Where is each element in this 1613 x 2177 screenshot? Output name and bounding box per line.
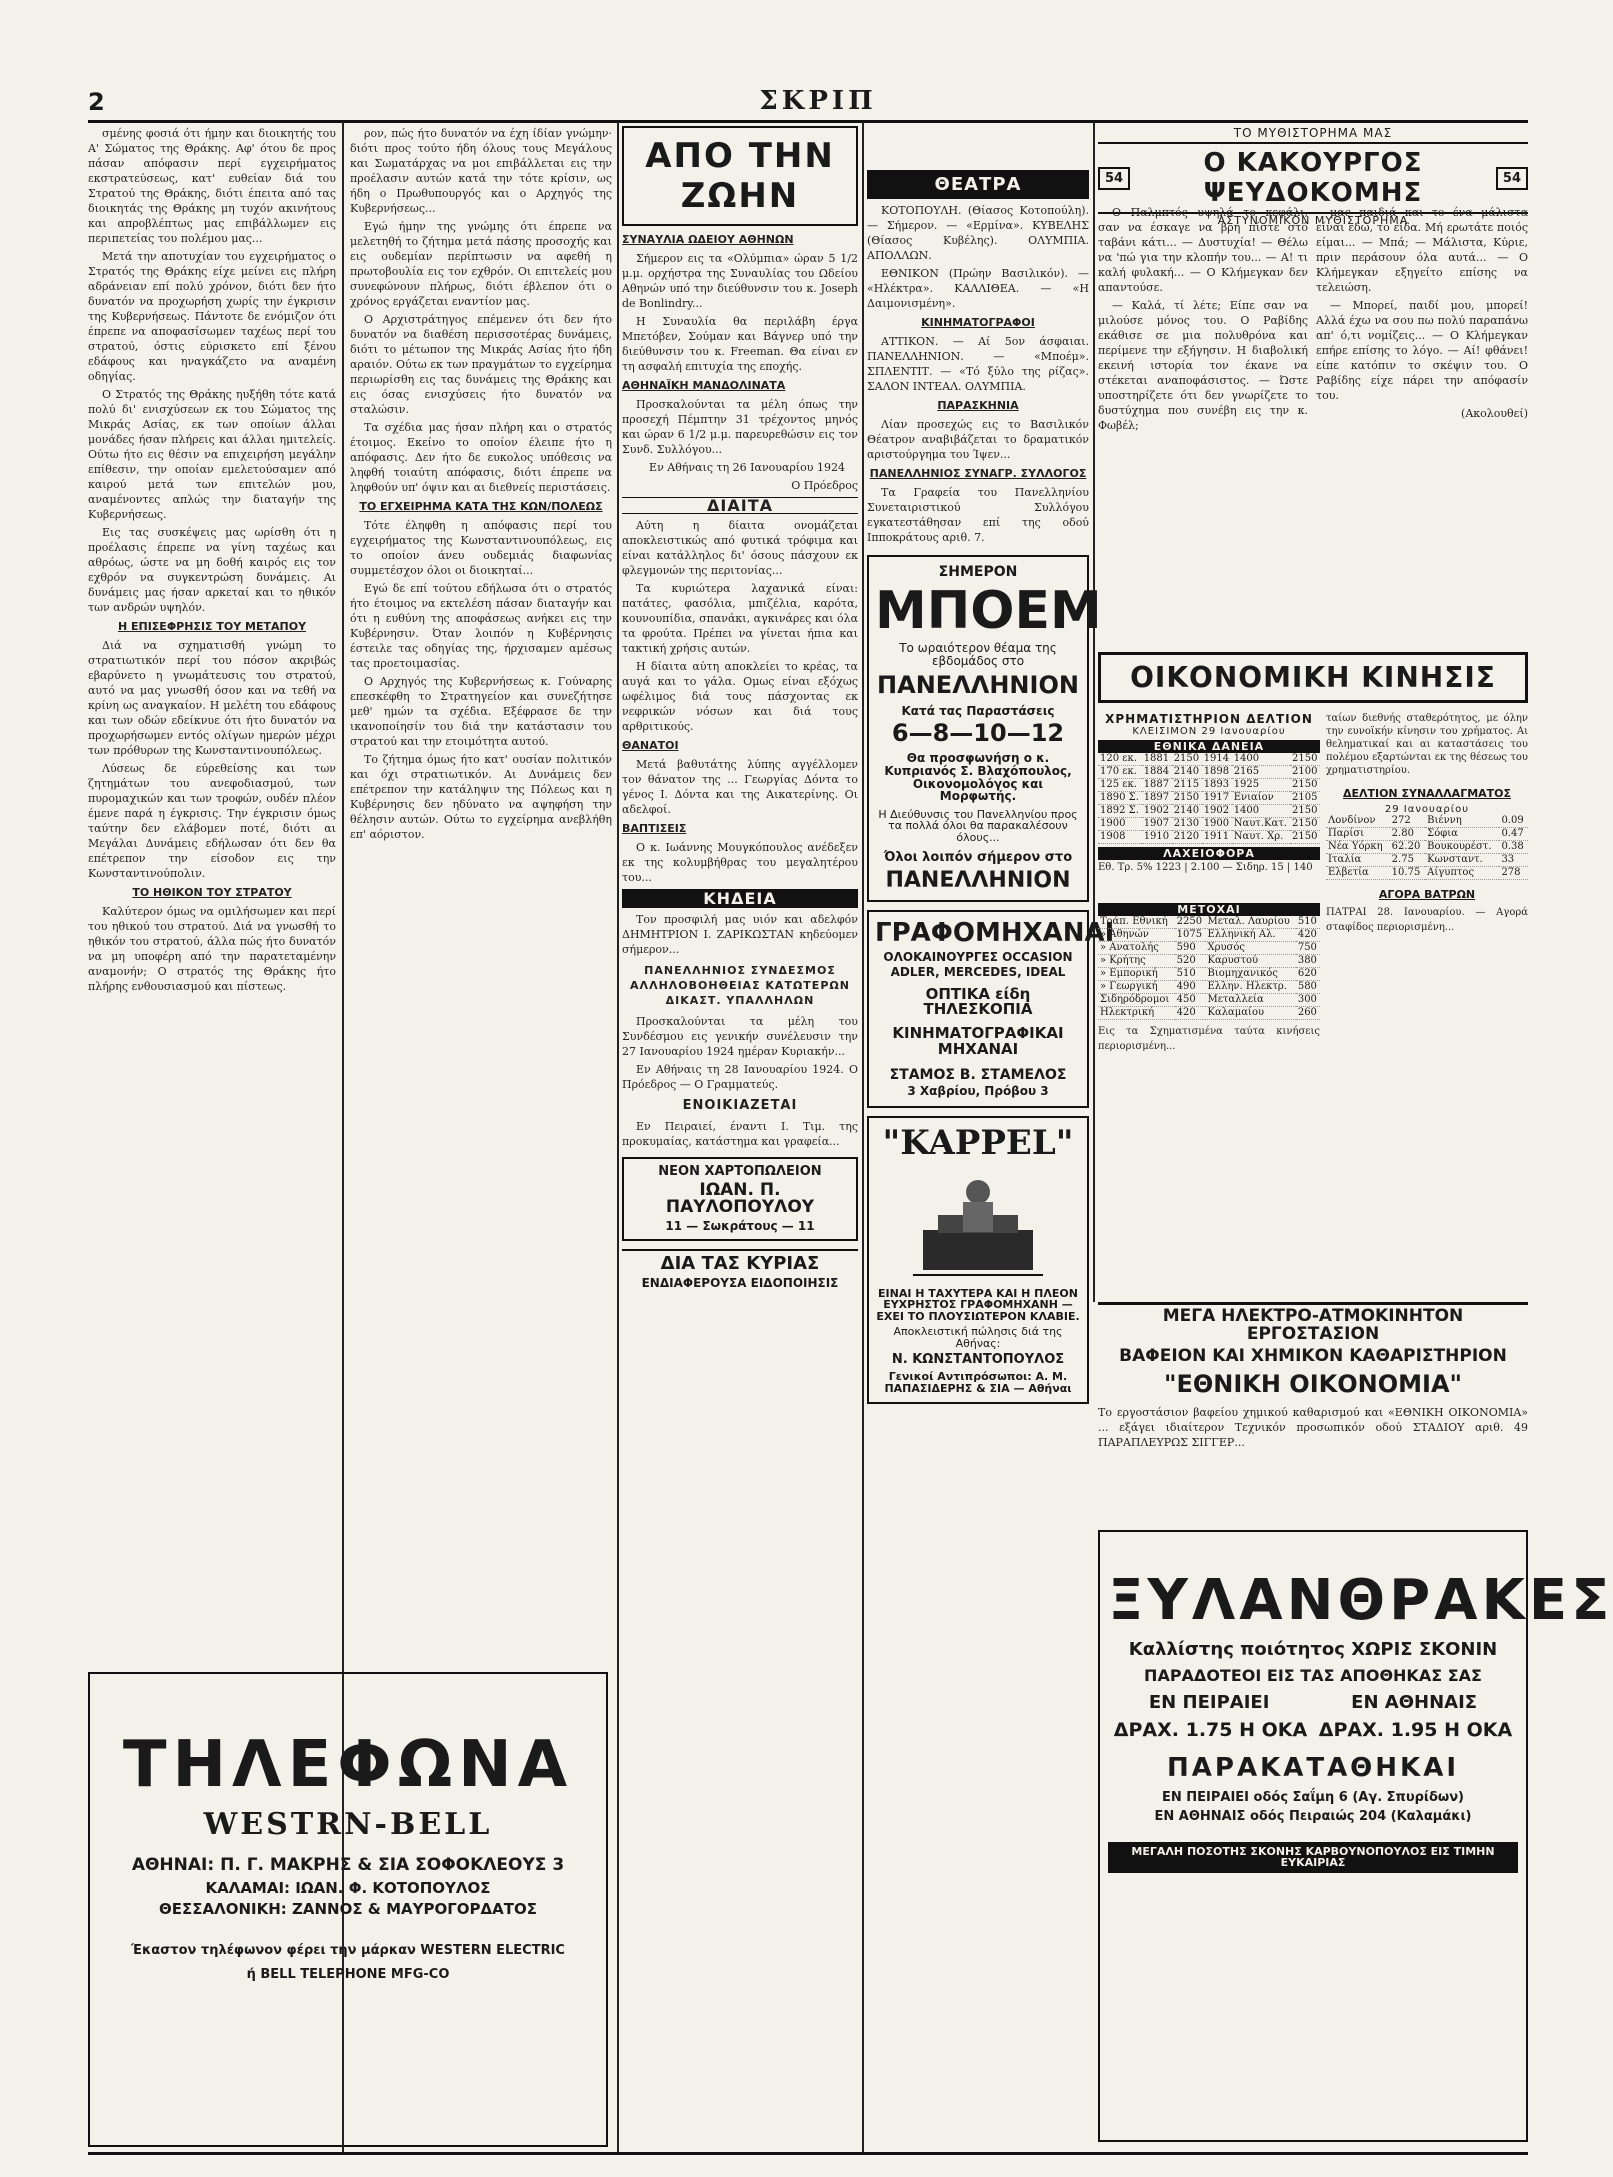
table-cell: Νέα Υόρκη bbox=[1326, 841, 1390, 854]
table-cell: 2150 bbox=[1290, 779, 1320, 792]
article-text: Ο Παλμπτός υψηλά το κεφάλι, σαν να έσκαγε να βρή πίστε στό ταβάνι κάτι... — Δυστυχία! — Θέλω να 'πώ για την κλοπήν του... — Α! τι καλή φυλακή... — Ο Κλήμεγκαν δεν απαντούσε. bbox=[1098, 206, 1308, 294]
article-text: μας παιδιά και το ένα μάλιστα είναι εδώ, το είδα. Μή ερωτάτε ποιός είμαι... — Μπά; — Μάλιστα, Κύριε, πριν περάσουν όλα αυτά... — Ο Κλήμεγκαν εξηγείτο επίσης να τελειώση. bbox=[1316, 206, 1528, 294]
table-cell: 1400 bbox=[1232, 753, 1290, 766]
article-text: Ο Στρατός της Θράκης ηυξήθη τότε κατά πολύ δι' ενισχύσεων εκ του Σώματος της Μικράς Ασίας, εκ των οποίων άλλαι μονάδες ήσαν πλήρεις και άλλαι ημιτελείς. Ούτω ήτο εις θέσιν να επιχειρήση μεγάλην επίθεσιν, την οποίαν εμελετούσαμεν από καιρού μετά των επιτελών μου, αναμένοντες απλώς την διαταγήν της Κυβερνήσεως. bbox=[88, 388, 336, 521]
table-cell: 170 εκ. bbox=[1098, 766, 1142, 779]
article-text: Η δίαιτα αύτη αποκλείει το κρέας, τα αυγά και το γάλα. Ομως είναι εξόχως ωφέλιμος διά τους πάσχοντας εκ νεφρικών νόσων και διά τους αρθριτικούς. bbox=[622, 660, 858, 733]
ad-brand: WESTRN-BELL bbox=[203, 1807, 493, 1843]
loan-row bbox=[1098, 792, 1320, 805]
section-heading: ΠΑΝΕΛΛΗΝΙΟΣ ΣΥΝΑΓΡ. ΣΥΛΛΟΓΟΣ bbox=[869, 467, 1087, 480]
ad-text: Το εργοστάσιον βαφείου χημικού καθαρισμού και «ΕΘΝΙΚΗ ΟΙΚΟΝΟΜΙΑ» ... εξάγει ιδιαίτερον Τεχνικόν προσωπικόν οδού ΣΤΑΔΙΟΥ αριθ. 49 ΠΑΡΑΠΛΕΥΡΩΣ ΣΙΓΓΕΡ... bbox=[1098, 1405, 1528, 1449]
ad-title: ΜΕΓΑ ΗΛΕΚΤΡΟ-ΑΤΜΟΚΙΝΗΤΟΝ ΕΡΓΟΣΤΑΣΙΟΝ bbox=[1162, 1306, 1464, 1344]
rates-date: 29 Ιανουαρίου bbox=[1384, 804, 1470, 815]
table-cell: 120 εκ. bbox=[1098, 753, 1142, 766]
ad-title: ΜΠΟΕΜ bbox=[875, 580, 1102, 641]
column-1-article bbox=[88, 126, 336, 1656]
article-text: ρον, πώς ήτο δυνατόν να έχη ίδίαν γνώμην· διότι προς τούτο ήδη όλους τους Μεγάλους και Σωματάρχας να μοι επιβάλλεται εις την προέλασιν αυτών κατά την τότε κρίσιν, ως ήδη ο Πρωθυπουργός και ο Αρχηγός της Κυβερνήσεως... bbox=[350, 127, 612, 215]
article-text: Τα κυριώτερα λαχανικά είναι: πατάτες, φασόλια, μπιζέλια, καρότα, κουνουπίδια, σπανάκι, αγκινάρες και όλα τα φρούτα. Πρέπει να γίνεται ήπια και τακτική χρήσις αυτών. bbox=[622, 582, 858, 655]
ad-today: ΣΗΜΕΡΟΝ bbox=[938, 564, 1018, 580]
ad-price: ΔΡΑΧ. 1.95 Η ΟΚΑ bbox=[1318, 1719, 1513, 1742]
ad-line: ΚΙΝΗΜΑΤΟΓΡΑΦΙΚΑΙ ΜΗΧΑΝΑΙ bbox=[892, 1024, 1064, 1058]
table-cell: 380 bbox=[1296, 955, 1320, 968]
ad-seller: ΣΤΑΜΟΣ Β. ΣΤΑΜΕΛΟΣ bbox=[889, 1066, 1067, 1083]
table-cell: Ελληνική Αλ. bbox=[1205, 929, 1295, 942]
ad-venue: ΠΑΝΕΛΛΗΝΙΟΝ bbox=[885, 868, 1071, 894]
stock-row bbox=[1098, 942, 1320, 955]
article-text: Προσκαλούνται τα μέλη όπως την προσεχή Πέμπτην 31 τρέχοντος μηνός και ώραν 6 1/2 μ.μ. παρευρεθώσιν εις τον Συνδ. Συλλόγου... bbox=[622, 398, 858, 456]
ad-line: Θα προσφωνήση ο κ. Κυπριανός Σ. Βλαχόπουλος, Οικονομολόγος και Μορφωτής. bbox=[884, 751, 1072, 804]
table-cell: Βουκουρέστ. bbox=[1425, 841, 1499, 854]
article-text: Λίαν προσεχώς εις το Βασιλικόν Θέατρον αναβιβάζεται το δραματικόν αριστούργημα του Ίψεν... bbox=[867, 418, 1089, 461]
ad-title: "KAPPEL" bbox=[882, 1122, 1074, 1163]
ad-line: Αποκλειστική πώλησις διά της Αθήνας: bbox=[893, 1325, 1063, 1350]
table-cell: 1900 bbox=[1098, 818, 1142, 831]
table-cell: 33 bbox=[1499, 854, 1528, 867]
typewriter-illustration bbox=[903, 1170, 1053, 1280]
rate-row bbox=[1326, 828, 1528, 841]
table-cell: 2150 bbox=[1290, 753, 1320, 766]
table-cell: Ναυτ. Χρ. bbox=[1232, 831, 1290, 844]
ad-line: ΟΛΟΚΑΙΝΟΥΡΓΕΣ OCCASION bbox=[883, 950, 1073, 965]
table-cell: 2150 bbox=[1172, 792, 1202, 805]
table-cell: 0.09 bbox=[1499, 815, 1528, 828]
table-cell: Ελλην. Ηλεκτρ. bbox=[1205, 981, 1295, 994]
table-cell: 1907 bbox=[1142, 818, 1172, 831]
table-cell: Βιέννη bbox=[1425, 815, 1499, 828]
column-2-article bbox=[350, 126, 612, 1656]
rate-row bbox=[1326, 815, 1528, 828]
loans-table bbox=[1098, 753, 1320, 844]
ad-line: Το ωραιότερον θέαμα της εβδομάδος στο bbox=[899, 641, 1057, 668]
article-text: ΚΟΤΟΠΟΥΛΗ. (Θίασος Κοτοπούλη). — Σήμερον. — «Ερμίνα». ΚΥΒΕΛΗΣ (Θίασος Κυβέλης). ΟΛΥΜΠΙΑ. ΑΠΟΛΛΩΝ. bbox=[867, 204, 1089, 262]
column-rule bbox=[862, 122, 864, 2152]
rates-table bbox=[1326, 815, 1528, 880]
ad-line: Η Διεύθυνσις του Πανελληνίου προς τα πολλά όλοι θα παρακαλέσουν όλους... bbox=[878, 807, 1078, 844]
table-cell: 1914 bbox=[1202, 753, 1232, 766]
ad-line: ή BELL TELEPHONE MFG-CO bbox=[246, 1966, 450, 1982]
stocks-table bbox=[1098, 916, 1320, 1020]
table-cell: » Κρήτης bbox=[1098, 955, 1175, 968]
article-text: Ο κ. Ιωάννης Μουγκόπουλος ανέδεξεν εκ της κολυμβήθρας του μεγαλητέρου του... bbox=[622, 841, 858, 884]
ad-subtitle: ΕΝΔΙΑΦΕΡΟΥΣΑ ΕΙΔΟΠΟΙΗΣΙΣ bbox=[641, 1275, 839, 1290]
table-cell: 2105 bbox=[1290, 792, 1320, 805]
ad-deposit: ΠΑΡΑΚΑΤΑΘΗΚΑΙ bbox=[1167, 1753, 1459, 1784]
column-3 bbox=[622, 126, 858, 2152]
article-text: Εγώ δε επί τούτου εδήλωσα ότι ο στρατός ήτο έτοιμος να εκτελέση πάσαν διαταγήν και ότι η ευθύνη της αποφάσεως ανήκει εις την Κυβέρνησιν. Όταν λοιπόν η Κυβέρνησις έστειλε τας οδηγίας της, ήρχισαμεν αμέσως τας προετοιμασίας. bbox=[350, 582, 612, 670]
table-cell: 2140 bbox=[1172, 766, 1202, 779]
table-cell: 2150 bbox=[1290, 831, 1320, 844]
section-heading: ΚΙΝΗΜΑΤΟΓΡΑΦΟΙ bbox=[921, 316, 1035, 329]
serial-signature: (Ακολουθεί) bbox=[1461, 407, 1528, 420]
stationery-ad bbox=[622, 1157, 858, 1241]
section-heading: ΤΟ ΗΘΙΚΟΝ ΤΟΥ ΣΤΡΑΤΟΥ bbox=[132, 886, 292, 899]
article-text: Ο Αρχιστράτηγος επέμενεν ότι δεν ήτο δυνατόν να διαθέση περισσοτέρας δυνάμεις, διότι το μέτωπον της Μικράς Ασίας ήτο ήδη αραιόν. Ούτω εκ των πραγμάτων το εγχείρημα περιωρίσθη εις τας δυνάμεις της Θράκης και εις όσας ενισχύσεις ήτο δυνατόν να σταλώσιν. bbox=[350, 313, 612, 416]
page-number: 2 bbox=[88, 88, 105, 116]
exchange-note: Εις τα Σχηματισμένα ταύτα κινήσεις περιορισμένη... bbox=[1098, 1026, 1320, 1052]
ad-line: Γενικοί Αντιπρόσωποι: Α. Μ. ΠΑΠΑΣΙΔΕΡΗΣ & ΣΙΑ — Αθήναι bbox=[884, 1370, 1072, 1395]
table-cell: 1884 bbox=[1142, 766, 1172, 779]
ad-times: 6—8—10—12 bbox=[891, 719, 1065, 748]
exchange-right bbox=[1326, 712, 1528, 935]
ad-agent: Ν. ΚΩΝΣΤΑΝΤΟΠΟΥΛΟΣ bbox=[891, 1352, 1065, 1368]
ad-line: ΕΝ ΑΘΗΝΑΙΣ οδός Πειραιώς 204 (Καλαμάκι) bbox=[1154, 1809, 1472, 1825]
ad-footer: ΜΕΓΑΛΗ ΠΟΣΟΤΗΣ ΣΚΟΝΗΣ ΚΑΡΒΟΥΝΟΠΟΥΛΟΣ ΕΙΣ ΤΙΜΗΝ ΕΥΚΑΙΡΙΑΣ bbox=[1108, 1842, 1518, 1873]
boheme-ad bbox=[867, 555, 1102, 902]
table-cell: 300 bbox=[1296, 994, 1320, 1007]
section-heading: ΒΑΠΤΙΣΕΙΣ bbox=[622, 822, 687, 835]
ad-venue: ΠΑΝΕΛΛΗΝΙΟΝ bbox=[877, 671, 1079, 700]
ad-line: ΑΘΗΝΑΙ: Π. Γ. ΜΑΚΡΗΣ & ΣΙΑ ΣΟΦΟΚΛΕΟΥΣ 3 bbox=[131, 1854, 565, 1875]
ad-line: ΘΕΣΣΑΛΟΝΙΚΗ: ΖΑΝΝΟΣ & ΜΑΥΡΟΓΟΡΔΑΤΟΣ bbox=[158, 1900, 537, 1919]
loan-row bbox=[1098, 753, 1320, 766]
table-cell: 2100 bbox=[1290, 766, 1320, 779]
masthead-rule bbox=[88, 120, 1528, 123]
table-cell: 1893 bbox=[1202, 779, 1232, 792]
table-cell: 1910 bbox=[1142, 831, 1172, 844]
table-cell: Χρυσός bbox=[1205, 942, 1295, 955]
ad-line: ΕΙΝΑΙ Η ΤΑΧΥΤΕΡΑ ΚΑΙ Η ΠΛΕΟΝ ΕΥΧΡΗΣΤΟΣ ΓΡΑΦΟΜΗΧΑΝΗ — ΕΧΕΙ ΤΟ ΠΛΟΥΣΙΩΤΕΡΟΝ ΚΛΑΒΙΕ. bbox=[876, 1286, 1080, 1323]
table-cell: 510 bbox=[1296, 916, 1320, 929]
ad-title: ΔΙΑ ΤΑΣ ΚΥΡΙΑΣ bbox=[660, 1252, 820, 1274]
table-cell: 1890 Σ. bbox=[1098, 792, 1142, 805]
table-cell: 620 bbox=[1296, 968, 1320, 981]
table-cell: Ηλεκτρική bbox=[1098, 1007, 1175, 1020]
table-cell: 1917 bbox=[1202, 792, 1232, 805]
funeral-heading: ΚΗΔΕΙΑ bbox=[622, 889, 858, 908]
column-rule bbox=[1093, 122, 1095, 1302]
exchange-date: ΚΛΕΙΣΙΜΟΝ 29 Ιανουαρίου bbox=[1132, 726, 1286, 737]
section-heading: ΣΥΝΑΥΛΙΑ ΩΔΕΙΟΥ ΑΘΗΝΩΝ bbox=[622, 233, 794, 246]
table-cell: 1900 bbox=[1202, 818, 1232, 831]
table-cell: 125 εκ. bbox=[1098, 779, 1142, 792]
ad-place: ΕΝ ΠΕΙΡΑΙΕΙ bbox=[1148, 1692, 1270, 1714]
article-text: Τα σχέδια μας ήσαν πλήρη και ο στρατός έτοιμος. Εκείνο το οποίον έλειπε ήτο η απόφασις. Δεν ήτο δε ευκολος υπόθεσις να ληφθή τοιαύτη απόφασις, διότι έπρεπε να ληφθούν υπ' όψιν και αι διεθνείς περιστάσεις. bbox=[350, 421, 612, 494]
table-cell: 450 bbox=[1175, 994, 1206, 1007]
article-text: ΕΘΝΙΚΟΝ (Πρώην Βασιλικόν). — «Ηλέκτρα». ΚΑΛΛΙΘΕΑ. — «Η Δαιμονισμένη». bbox=[867, 267, 1089, 310]
article-text: Εν Αθήναις τη 28 Ιανουαρίου 1924. Ο Πρόεδρος — Ο Γραμματεύς. bbox=[622, 1063, 858, 1091]
table-cell: 1400 bbox=[1232, 805, 1290, 818]
ad-line: Όλοι λοιπόν σήμερον στο bbox=[883, 850, 1073, 866]
stock-row bbox=[1098, 955, 1320, 968]
article-text: — Μπορεί, παιδί μου, μπορεί! Αλλά έχω να σου πω πολύ παραπάνω απ' ό,τι νομίζεις... — Ο Κλήμεγκαν επήρε επίσης το λόγο. — Αί! φθάνει! είπε κατόπιν το σκέψιν του. Ο Ραβίδης είχε πάρει την απόφασίν του. bbox=[1316, 299, 1528, 402]
article-text: Σήμερον εις τα «Ολύμπια» ώραν 5 1/2 μ.μ. ορχήστρα της Συναυλίας του Ωδείου Αθηνών υπό την διεύθυνσιν του κ. Joseph de Bonlindry... bbox=[622, 252, 858, 310]
lottery-heading: ΛΑΧΕΙΟΦΟΡΑ bbox=[1098, 847, 1320, 860]
serial-title: Ο ΚΑΚΟΥΡΓΟΣ ΨΕΥΔΟΚΟΜΗΣ bbox=[1203, 148, 1423, 208]
table-cell: 2250 bbox=[1175, 916, 1206, 929]
table-cell: 62.20 bbox=[1390, 841, 1425, 854]
from-life-banner: ΑΠΟ ΤΗΝ ΖΩΗΝ bbox=[622, 126, 858, 226]
raisin-text: ΠΑΤΡΑΙ 28. Ιανουαρίου. — Αγορά σταφίδος περιορισμένη... bbox=[1326, 907, 1528, 933]
table-cell: Αίγυπτος bbox=[1425, 867, 1499, 880]
table-cell: 278 bbox=[1499, 867, 1528, 880]
rate-row bbox=[1326, 841, 1528, 854]
table-cell: 260 bbox=[1296, 1007, 1320, 1020]
table-cell: Ελβετία bbox=[1326, 867, 1390, 880]
table-cell: 1925 bbox=[1232, 779, 1290, 792]
stock-row bbox=[1098, 994, 1320, 1007]
ad-line: ΚΑΛΑΜΑΙ: ΙΩΑΝ. Φ. ΚΟΤΟΠΟΥΛΟΣ bbox=[205, 1878, 491, 1897]
article-text: Εγώ ήμην της γνώμης ότι έπρεπε να μελετηθή το ζήτημα μετά πάσης προσοχής και εις ουδεμίαν περίπτωσιν να αφεθή η πρωτοβουλία εις τον εχθρόν. Οι επιτελείς μου συνεφώνουν πλήρως, διότι έβλεπον ότι ο χρόνος εργάζεται εναντίον μας. bbox=[350, 220, 612, 308]
table-cell: Βιομηχανικός bbox=[1205, 968, 1295, 981]
serial-text-right bbox=[1316, 205, 1528, 645]
article-text: Τότε έληφθη η απόφασις περί του εγχειρήματος της Κωνσταντινουπόλεως, εις το οποίον άνευ ουδεμιάς διαφωνίας συμμετέσχον όλοι οι διοικηταί... bbox=[350, 519, 612, 577]
table-cell: Ενιαίον bbox=[1232, 792, 1290, 805]
table-cell: 2165 bbox=[1232, 766, 1290, 779]
table-cell: » Εμπορική bbox=[1098, 968, 1175, 981]
ad-name: ΙΩΑΝ. Π. ΠΑΥΛΟΠΟΥΛΟΥ bbox=[665, 1179, 815, 1218]
section-rule bbox=[1098, 1302, 1528, 1305]
article-text: Ο Πρόεδρος bbox=[791, 479, 858, 492]
article-text: Ο Αρχηγός της Κυβερνήσεως κ. Γούναρης επεσκέφθη το Στρατηγείον και συνεζήτησε μεθ' ημών τα σχέδια. Εξέφρασε δε την ικανοποίησίν του διά την κατάστασιν του στρατού και την ετοιμότητα αυτού. bbox=[350, 675, 612, 748]
table-cell: 2.80 bbox=[1390, 828, 1425, 841]
ad-title: ΝΕΟΝ ΧΑΡΤΟΠΩΛΕΙΟΝ bbox=[658, 1164, 822, 1179]
loan-row bbox=[1098, 818, 1320, 831]
section-heading: ΑΘΗΝΑΪΚΗ ΜΑΝΔΟΛΙΝΑΤΑ bbox=[622, 379, 786, 392]
ad-address: 3 Χαβρίου, Πρόβου 3 bbox=[907, 1084, 1049, 1099]
section-heading: ΘΑΝΑΤΟΙ bbox=[622, 739, 679, 752]
article-text: Εν Αθήναις τη 26 Ιανουαρίου 1924 bbox=[649, 461, 845, 474]
ad-address: 11 — Σωκράτους — 11 bbox=[665, 1219, 815, 1234]
table-cell: Σόφια bbox=[1425, 828, 1499, 841]
table-cell: 10.75 bbox=[1390, 867, 1425, 880]
table-cell: 2130 bbox=[1172, 818, 1202, 831]
stock-row bbox=[1098, 1007, 1320, 1020]
table-cell: 1898 bbox=[1202, 766, 1232, 779]
table-cell: Κωνσταντ. bbox=[1425, 854, 1499, 867]
article-text: Το ζήτημα όμως ήτο κατ' ουσίαν πολιτικόν και όχι στρατιωτικόν. Αι Δυνάμεις δεν επέτρεπον την κατάληψιν της Πόλεως και η Κυβέρνησις δεν ηδύνατο να αψηφήση την θέλησιν αυτών. Ούτω το εγχείρημα ανεβλήθη επ' αόριστον. bbox=[350, 753, 612, 841]
column-rule bbox=[617, 122, 619, 2152]
table-cell: 2115 bbox=[1172, 779, 1202, 792]
table-cell: 590 bbox=[1175, 942, 1206, 955]
typewriter-ad bbox=[867, 910, 1115, 1108]
exchange-left bbox=[1098, 712, 1320, 1054]
serial-number: 54 bbox=[1496, 167, 1528, 190]
table-cell: 1897 bbox=[1142, 792, 1172, 805]
loans-heading: ΕΘΝΙΚΑ ΔΑΝΕΙΑ bbox=[1098, 740, 1320, 753]
table-cell: Παρίσι bbox=[1326, 828, 1390, 841]
table-cell: » Γεωργική bbox=[1098, 981, 1175, 994]
article-text: Εν Πειραιεί, έναντι Ι. Τιμ. της προκυμαίας, κατάστημα και γραφεία... bbox=[622, 1120, 858, 1148]
rate-row bbox=[1326, 867, 1528, 880]
ad-title: ΓΡΑΦΟΜΗΧΑΝΑΙ bbox=[875, 918, 1115, 949]
table-cell: 2120 bbox=[1172, 831, 1202, 844]
table-cell: 1911 bbox=[1202, 831, 1232, 844]
economic-section bbox=[1098, 652, 1528, 703]
table-cell: Μεταλ. Λαυρίου bbox=[1205, 916, 1295, 929]
union-heading: ΠΑΝΕΛΛΗΝΙΟΣ ΣΥΝΔΕΣΜΟΣ ΑΛΛΗΛΟΒΟΗΘΕΙΑΣ ΚΑΤΩΤΕΡΩΝ ΔΙΚΑΣΤ. ΥΠΑΛΛΗΛΩΝ bbox=[630, 964, 850, 1007]
table-cell: Σιδηρόδρομοι bbox=[1098, 994, 1175, 1007]
table-cell: 272 bbox=[1390, 815, 1425, 828]
table-cell: Μεταλλεία bbox=[1205, 994, 1295, 1007]
article-text: Μετά την αποτυχίαν του εγχειρήματος ο Στρατός της Θράκης είχε μείνει εις πλήρη αδράνειαν επί πολύ χρόνον, διότι δεν ήτο δυνατόν να προχωρήση χωρίς την έγκρισιν της Κυβερνήσεως. Πάντοτε δε ενόμιζον ότι έπρεπε να αποφασίσωμεν ταχέως περί του στρατού, όστις εύρισκετο επί ξένου εδάφους και ηναγκάζετο να αναμένη οδηγίας. bbox=[88, 250, 336, 383]
ad-title: ΤΗΛΕΦΩΝΑ bbox=[122, 1728, 574, 1802]
article-text: Τον προσφιλή μας υιόν και αδελφόν ΔΗΜΗΤΡΙΟΝ Ι. ΖΑΡΙΚΩΣΤΑΝ κηδεύομεν σήμερον... bbox=[622, 913, 858, 956]
section-heading: ΠΑΡΑΣΚΗΝΙΑ bbox=[937, 399, 1019, 412]
factory-ad bbox=[1098, 1308, 1528, 1475]
ad-subtitle: Καλλίστης ποιότητος ΧΩΡΙΣ ΣΚΟΝΙΝ bbox=[1128, 1638, 1498, 1660]
stock-row bbox=[1098, 929, 1320, 942]
table-cell: 420 bbox=[1175, 1007, 1206, 1020]
table-cell: 1892 Σ. bbox=[1098, 805, 1142, 818]
article-text: Λύσεως δε εύρεθείσης και των ζητημάτων του ανεφοδιασμού, των πυρομαχικών και των τροφών, ουδέν πλέον έμενε παρά η έγκρισις. Την έγκρισιν όμως ταύτην δεν ελάβομεν ποτέ, διότι αι Μεγάλαι Δυνάμεις εδήλωσαν ότι δεν θα επέτρεπον την είσοδον εις την Κωνσταντινούπολιν. bbox=[88, 762, 336, 880]
theatres-heading: ΘΕΑΤΡΑ bbox=[867, 170, 1089, 199]
article-text: ΑΤΤΙΚΟΝ. — Αί 5ον άσφαιαι. ΠΑΝΕΛΛΗΝΙΟΝ. — «Μποέμ». ΣΠΛΕΝΤΙΤ. — «Τό ξύλο της ρίζας». ΣΑΛΟΝ ΙΝΤΕΑΛ. ΟΛΥΜΠΙΑ. bbox=[867, 335, 1089, 393]
serial-text-left bbox=[1098, 205, 1308, 645]
table-cell: Καλαμαίου bbox=[1205, 1007, 1295, 1020]
charcoal-ad bbox=[1098, 1530, 1613, 2142]
table-cell: » Αθηνών bbox=[1098, 929, 1175, 942]
table-cell: Καρυστού bbox=[1205, 955, 1295, 968]
section-heading: ΑΓΟΡΑ ΒΑΤΡΩΝ bbox=[1378, 888, 1476, 901]
telephone-ad bbox=[88, 1672, 608, 2147]
table-cell: 2150 bbox=[1290, 818, 1320, 831]
hiring-heading: ΕΝΟΙΚΙΑΖΕΤΑΙ bbox=[682, 1098, 798, 1113]
table-cell: 750 bbox=[1296, 942, 1320, 955]
rate-row bbox=[1326, 854, 1528, 867]
ad-place: ΕΝ ΑΘΗΝΑΙΣ bbox=[1351, 1692, 1478, 1714]
table-cell: Λονδίνον bbox=[1326, 815, 1390, 828]
article-text: Η Συναυλία θα περιλάβη έργα Μπετόβεν, Σούμαν και Βάγνερ υπό την διεύθυνσιν του κ. Freeman. Θα είναι εν τη ασφαλή επιτυχία της εποχής. bbox=[622, 315, 858, 373]
table-cell: 2150 bbox=[1290, 805, 1320, 818]
table-cell: 2.75 bbox=[1390, 854, 1425, 867]
serial-subtitle: ΑΣΤΥΝΟΜΙΚΟΝ ΜΥΘΙΣΤΟΡΗΜΑ bbox=[1217, 214, 1409, 227]
article-text: Τα Γραφεία του Πανελληνίου Συνεταιριστικού Συλλόγου εγκατεστάθησαν επί της οδού Ιπποκράτους αριθ. 7. bbox=[867, 486, 1089, 544]
table-cell: 0.38 bbox=[1499, 841, 1528, 854]
bottom-rule bbox=[88, 2152, 1528, 2155]
ad-title: ΞΥΛΑΝΘΡΑΚΕΣ bbox=[1108, 1568, 1613, 1633]
article-text: Καλύτερον όμως να ομιλήσωμεν και περί του ηθικού του στρατού. Διά να γνωσθή το ηθικόν του στρατού, άλλα πώς ήτο δυνατόν να μη υποφέρη από την παρατεταμένην αναμονήν; Ο στρατός της Θράκης ήτο πλήρης ενθουσιασμού και πίστεως. bbox=[88, 905, 336, 993]
loan-row bbox=[1098, 766, 1320, 779]
table-cell: 2150 bbox=[1172, 753, 1202, 766]
table-cell: Τράπ. Εθνική bbox=[1098, 916, 1175, 929]
stocks-heading: ΜΕΤΟΧΑΙ bbox=[1098, 903, 1320, 916]
ad-line: ΟΠΤΙΚΑ είδη ΤΗΛΕΣΚΟΠΙΑ bbox=[923, 984, 1033, 1019]
masthead bbox=[88, 86, 1528, 120]
table-cell: 490 bbox=[1175, 981, 1206, 994]
table-cell: 1881 bbox=[1142, 753, 1172, 766]
article-text: Προσκαλούνται τα μέλη του Συνδέσμου εις γενικήν συνέλευσιν την 27 Ιανουαρίου 1924 ημέραν Κυριακήν... bbox=[622, 1015, 858, 1058]
ad-price: ΔΡΑΧ. 1.75 Η ΟΚΑ bbox=[1113, 1719, 1308, 1742]
table-cell: Ναυτ.Κατ. bbox=[1232, 818, 1290, 831]
article-text: Εις τας συσκέψεις μας ωρίσθη ότι η προέλασις έπρεπε να γίνη ταχέως και αθρόως, ώστε να μη δοθή καιρός εις τον εχθρόν να συγκεντρώση δυνάμεις. Αι δυνάμεις μας ήσαν αρκεταί και το ηθικόν των ανδρών υψηλόν. bbox=[88, 526, 336, 614]
stock-row bbox=[1098, 968, 1320, 981]
stock-row bbox=[1098, 981, 1320, 994]
table-cell: 2140 bbox=[1172, 805, 1202, 818]
section-heading: ΤΟ ΕΓΧΕΙΡΗΜΑ ΚΑΤΑ ΤΗΣ ΚΩΝ/ΠΟΛΕΩΣ bbox=[359, 500, 603, 513]
ad-name: "ΕΘΝΙΚΗ ΟΙΚΟΝΟΜΙΑ" bbox=[1163, 1369, 1463, 1398]
article-text: σμένης φοσιά ότι ήμην και διοικητής του Α' Σώματος της Θράκης. Αφ' ότου δε προς πάσαν απόφασιν περί εγχειρήματος εκστρατεύσεως, κατ' ευθείαν διά του Στρατού της Θράκης, διότι έπειτα από τας διοικητάς της Θράκης μη τυχόν ακινήτους και απροβλέπτως μας επιβάλλωμεν εις περιπετείας του πολέμου μας... bbox=[88, 127, 336, 245]
ladies-ad bbox=[622, 1249, 858, 1289]
table-cell: 520 bbox=[1175, 955, 1206, 968]
loan-row bbox=[1098, 805, 1320, 818]
stock-row bbox=[1098, 916, 1320, 929]
diet-heading: ΔΙΑΙΤΑ bbox=[622, 497, 858, 514]
lottery-text: Εθ. Τρ. 5% 1223 | 2.100 — Σιδηρ. 15 | 140 bbox=[1098, 862, 1313, 873]
serial-label: ΤΟ ΜΥΘΙΣΤΟΡΗΜΑ ΜΑΣ bbox=[1233, 126, 1393, 140]
article-text: Αύτη η δίαιτα ονομάζεται αποκλειστικώς από φυτικά τρόφιμα και είναι κατάλληλος δι' όσους πάσχουν εκ φλεγμονών της περιτονίας... bbox=[622, 519, 858, 577]
table-cell: Ιταλία bbox=[1326, 854, 1390, 867]
article-text: — Καλά, τί λέτε; Είπε σαν να μιλούσε μόνος του. Ο Ραβίδης εκάθισε σε μια πολυθρόνα και περίμενε την εξήγησιν. Η διαβολική εκεινή ιστορία τον έκανε να στέκεται αναποφάσιστος. — Ώστε υποστηρίζετε ότι δεν γνωρίζετε το δυστύχημα που συνέβη εις την κ. Φωβέλ; bbox=[1098, 299, 1308, 432]
article-text: Διά να σχηματισθή γνώμη το στρατιωτικόν περί του πόσον ακριβώς εβαρύνετο η γνωμάτευσις του στρατού, αυτό να μας γνωσθή όσον και να τεθή να κρίνη ως αναγκαίον. Η μελέτη του εδάφους και των οδών εδείκνυε ότι ήτο δυνατόν να προχωρήσωμεν εντός ολίγων ημερών μέχρι των πρόθυρων της Κωνσταντινουπόλεως. bbox=[88, 639, 336, 757]
ad-line: ΕΝ ΠΕΙΡΑΙΕΙ οδός Σαΐμη 6 (Αγ. Σπυρίδων) bbox=[1161, 1789, 1465, 1805]
ad-line: Κατά τας Παραστάσεις bbox=[901, 703, 1055, 718]
table-cell: 0.47 bbox=[1499, 828, 1528, 841]
table-cell: 510 bbox=[1175, 968, 1206, 981]
loan-row bbox=[1098, 779, 1320, 792]
ad-line: ADLER, MERCEDES, IDEAL bbox=[890, 965, 1066, 980]
paper-name: ΣΚΡΙΠ bbox=[759, 86, 877, 116]
section-heading: Η ΕΠΙΣΕΦΡΗΣΙΣ ΤΟΥ ΜΕΤΑΠΟΥ bbox=[117, 620, 307, 633]
table-cell: 1887 bbox=[1142, 779, 1172, 792]
exchange-comment: ταίων διεθνής σταθερότητος, με όλην την ευνοϊκήν κίνησιν του χρήματος. Αι θεληματικαί και αι καταστάσεις του πολέμου εξαρτώνται εκ της θέσεως του χρηματιστηρίου. bbox=[1326, 713, 1528, 776]
exchange-heading: ΧΡΗΜΑΤΙΣΤΗΡΙΟΝ ΔΕΛΤΙΟΝ bbox=[1105, 712, 1313, 726]
serial-number: 54 bbox=[1098, 167, 1130, 190]
economic-title: ΟΙΚΟΝΟΜΙΚΗ ΚΙΝΗΣΙΣ bbox=[1098, 652, 1528, 703]
kappel-ad bbox=[867, 1116, 1089, 1404]
table-cell: 1075 bbox=[1175, 929, 1206, 942]
table-cell: 1902 bbox=[1142, 805, 1172, 818]
table-cell: 580 bbox=[1296, 981, 1320, 994]
article-text: Μετά βαθυτάτης λύπης αγγέλλομεν τον θάνατον της ... Γεωργίας Δόντα το γένος Ι. Δόντα και της Αικατερίνης. Οι αδελφοί. bbox=[622, 758, 858, 816]
section-heading: ΔΕΛΤΙΟΝ ΣΥΝΑΛΛΑΓΜΑΤΟΣ bbox=[1342, 787, 1512, 800]
table-cell: » Ανατολής bbox=[1098, 942, 1175, 955]
ad-subtitle: ΒΑΦΕΙΟΝ ΚΑΙ ΧΗΜΙΚΟΝ ΚΑΘΑΡΙΣΤΗΡΙΟΝ bbox=[1119, 1345, 1507, 1366]
loan-row bbox=[1098, 831, 1320, 844]
table-cell: 1908 bbox=[1098, 831, 1142, 844]
ad-line: Έκαστον τηλέφωνον φέρει την μάρκαν WESTERN ELECTRIC bbox=[131, 1943, 565, 1959]
ad-line: ΠΑΡΑΔΟΤΕΟΙ ΕΙΣ ΤΑΣ ΑΠΟΘΗΚΑΣ ΣΑΣ bbox=[1144, 1665, 1482, 1685]
table-cell: 1902 bbox=[1202, 805, 1232, 818]
table-cell: 420 bbox=[1296, 929, 1320, 942]
